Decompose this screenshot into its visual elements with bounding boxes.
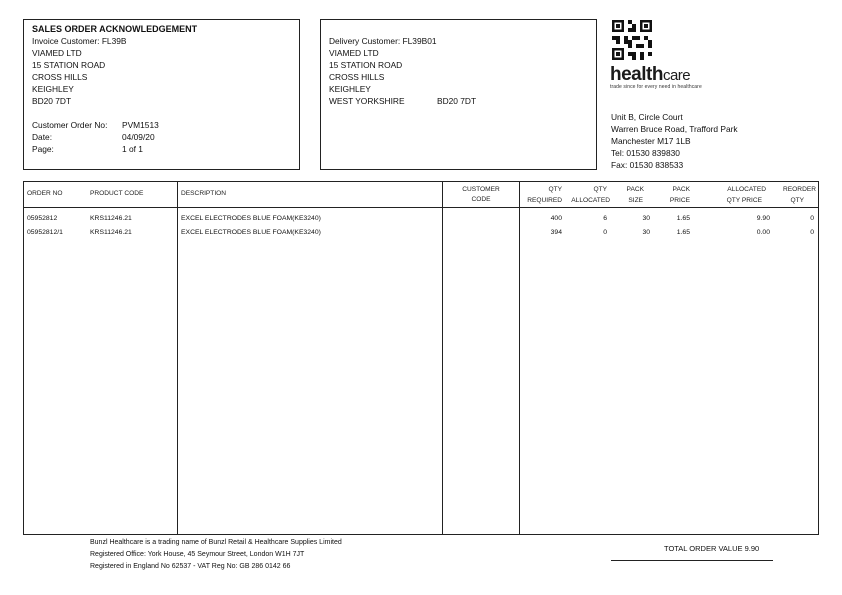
footer-trading-name: Bunzl Healthcare is a trading name of Bunzl Retail & Healthcare Supplies Limited [90,539,342,546]
document-title: SALES ORDER ACKNOWLEDGEMENT [32,24,198,34]
header-pack-size: SIZE [628,197,643,204]
header-qty-required: REQUIRED [527,197,562,204]
header-allocated-price: ALLOCATED [727,186,766,193]
column-divider [177,181,178,535]
row-allocated-price: 0.00 [756,229,770,236]
header-pack-price: PACK [672,186,690,193]
total-order-value: TOTAL ORDER VALUE 9.90 [664,544,760,553]
delivery-address-line: 15 STATION ROAD [329,60,403,70]
header-customer-code: CUSTOMER [462,186,500,193]
row-pack-size: 30 [642,229,650,236]
delivery-county: WEST YORKSHIRE [329,96,405,106]
row-qty-required: 394 [550,229,562,236]
row-product-code: KRS11246.21 [90,215,132,222]
company-phone: Tel: 01530 839830 [611,148,680,158]
delivery-address-line: KEIGHLEY [329,84,371,94]
delivery-address-line: VIAMED LTD [329,48,379,58]
invoice-address-line: 15 STATION ROAD [32,60,106,70]
customer-order-label: Customer Order No: [32,120,108,130]
footer-registered-office: Registered Office: York House, 45 Seymour Street, London W1H 7JT [90,551,305,558]
company-address-line: Warren Bruce Road, Trafford Park [611,124,738,134]
header-qty-required: QTY [548,186,562,193]
logo-main-text: health [610,64,663,85]
header-reorder-qty: QTY [790,197,804,204]
row-allocated-price: 9.90 [756,215,770,222]
date-value: 04/09/20 [122,132,155,142]
row-pack-price: 1.65 [676,229,690,236]
row-qty-allocated: 6 [603,215,607,222]
logo-light-text: care [662,67,691,84]
customer-order-value: PVM1513 [122,120,159,130]
header-pack-size: PACK [626,186,644,193]
header-product-code: PRODUCT CODE [90,190,144,197]
company-address-line: Manchester M17 1LB [611,136,691,146]
header-allocated-price: QTY PRICE [726,197,762,204]
row-qty-allocated: 0 [603,229,607,236]
date-label: Date: [32,132,53,142]
row-order-no: 05952812/1 [27,229,63,236]
invoice-address-line: BD20 7DT [32,96,72,106]
header-qty-allocated: QTY [593,186,607,193]
row-description: EXCEL ELECTRODES BLUE FOAM(KE3240) [181,229,321,236]
invoice-address-line: KEIGHLEY [32,84,74,94]
company-address-line: Unit B, Circle Court [611,112,683,122]
header-order-no: ORDER NO [27,190,63,197]
footer-registration: Registered in England No 62537 - VAT Reg No: GB 286 0142 66 [90,563,291,570]
header-customer-code: CODE [471,196,491,203]
row-reorder-qty: 0 [810,229,814,236]
delivery-customer: Delivery Customer: FL39B01 [329,36,437,46]
logo-tagline: trade since for every need in healthcare [610,84,702,90]
invoice-customer: Invoice Customer: FL39B [32,36,127,46]
healthcare-logo [610,64,702,90]
column-divider [442,181,443,535]
page-value: 1 of 1 [122,144,143,154]
header-qty-allocated: ALLOCATED [571,197,610,204]
qr-code [612,20,652,60]
row-order-no: 05952812 [27,215,58,222]
row-reorder-qty: 0 [810,215,814,222]
row-description: EXCEL ELECTRODES BLUE FOAM(KE3240) [181,215,321,222]
row-pack-size: 30 [642,215,650,222]
company-fax: Fax: 01530 838533 [611,160,684,170]
page-label: Page: [32,144,54,154]
row-pack-price: 1.65 [676,215,690,222]
row-qty-required: 400 [550,215,562,222]
header-pack-price: PRICE [669,197,690,204]
row-product-code: KRS11246.21 [90,229,132,236]
header-reorder-qty: REORDER [783,186,816,193]
header-description: DESCRIPTION [181,190,227,197]
table-header-divider [23,207,819,208]
invoice-address-line: CROSS HILLS [32,72,88,82]
invoice-address-line: VIAMED LTD [32,48,82,58]
delivery-address-line: CROSS HILLS [329,72,385,82]
delivery-postcode: BD20 7DT [437,96,477,106]
total-underline [611,560,773,561]
